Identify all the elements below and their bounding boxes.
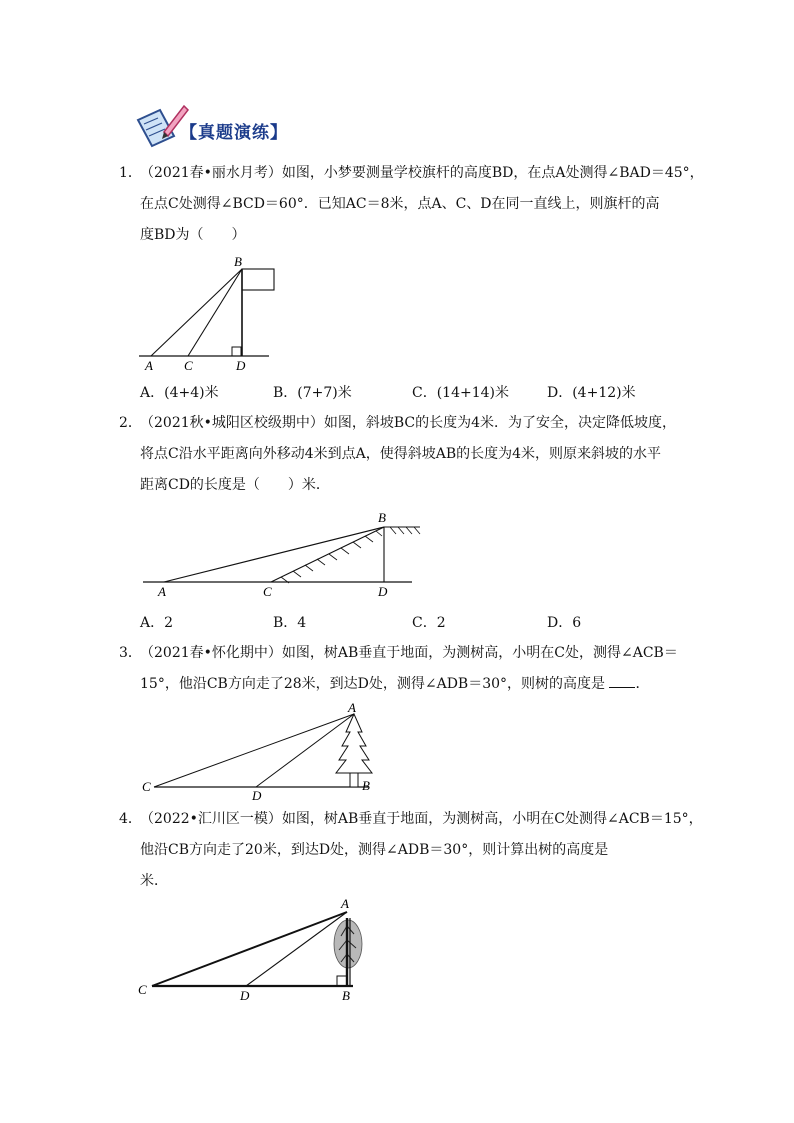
question-2 xyxy=(119,408,689,501)
question-text-line: 度BD为（ ） xyxy=(140,227,246,243)
figure-slope xyxy=(136,508,426,602)
choice-a[interactable]: A．(4+4)米 xyxy=(140,385,219,401)
question-text-line: 在点C处测得∠BCD＝60°．已知AC＝8米，点A、C、D在同一直线上，则旗杆的高 xyxy=(140,196,660,212)
question-4 xyxy=(119,804,703,897)
label-B: B xyxy=(378,510,386,525)
label-B: B xyxy=(362,778,370,793)
question-text-line: 距离CD的长度是（ ）米． xyxy=(140,477,330,493)
question-text-line: 15°，他沿CB方向走了28米，到达D处，测得∠ADB＝30°，则树的高度是 xyxy=(140,676,606,692)
label-B: B xyxy=(342,988,350,1003)
label-A: A xyxy=(145,358,153,373)
choice-b[interactable]: B．(7+7)米 xyxy=(273,385,352,401)
label-D: D xyxy=(240,988,250,1003)
question-number: 1． xyxy=(119,165,142,181)
choice-a[interactable]: A．2 xyxy=(140,615,174,631)
question-text-tail: ． xyxy=(635,676,650,692)
label-B: B xyxy=(234,254,242,269)
question-text-line: （2022•汇川区一模）如图，树AB垂直于地面，为测树高，小明在C处测得∠ACB＝15°， xyxy=(140,811,703,827)
question-text-line: （2021秋•城阳区校级期中）如图，斜坡BC的长度为4米．为了安全，决定降低坡度， xyxy=(140,415,677,431)
question-text-line: （2021春•怀化期中）如图，树AB垂直于地面，为测树高，小明在C处，测得∠ACB＝ xyxy=(140,645,678,661)
label-A: A xyxy=(158,584,166,599)
label-C: C xyxy=(142,779,151,794)
question-text-line: 他沿CB方向走了20米，到达D处，测得∠ADB＝30°，则计算出树的高度是 xyxy=(140,842,609,858)
label-D: D xyxy=(252,788,262,803)
choice-d[interactable]: D．6 xyxy=(547,615,582,631)
question-text-line: （2021春•丽水月考）如图，小梦要测量学校旗杆的高度BD，在点A处测得∠BAD＝45°， xyxy=(140,165,704,181)
label-C: C xyxy=(138,982,147,997)
section-title: 【真题演练】 xyxy=(180,123,288,143)
answer-blank[interactable] xyxy=(609,673,635,688)
label-D: D xyxy=(236,358,246,373)
question-number: 4． xyxy=(119,811,142,827)
figure-tree-1 xyxy=(136,700,381,804)
question-text-line: 将点C沿水平距离向外移动4米到点A，使得斜坡AB的长度为4米，则原来斜坡的水平 xyxy=(140,446,662,462)
label-A: A xyxy=(341,896,349,911)
label-C: C xyxy=(184,358,193,373)
question-1 xyxy=(119,158,704,251)
choice-b[interactable]: B．4 xyxy=(273,615,307,631)
choice-d[interactable]: D．(4+12)米 xyxy=(547,385,636,401)
question-3 xyxy=(119,638,689,700)
choice-c[interactable]: C．2 xyxy=(412,615,446,631)
label-D: D xyxy=(378,584,388,599)
question-text-line: 米． xyxy=(140,873,168,889)
question-number: 3． xyxy=(119,645,142,661)
label-C: C xyxy=(263,584,272,599)
choice-c[interactable]: C．(14+14)米 xyxy=(412,385,509,401)
figure-flagpole xyxy=(136,252,276,376)
label-A: A xyxy=(348,700,356,715)
question-number: 2． xyxy=(119,415,142,431)
figure-tree-2 xyxy=(136,896,376,1006)
